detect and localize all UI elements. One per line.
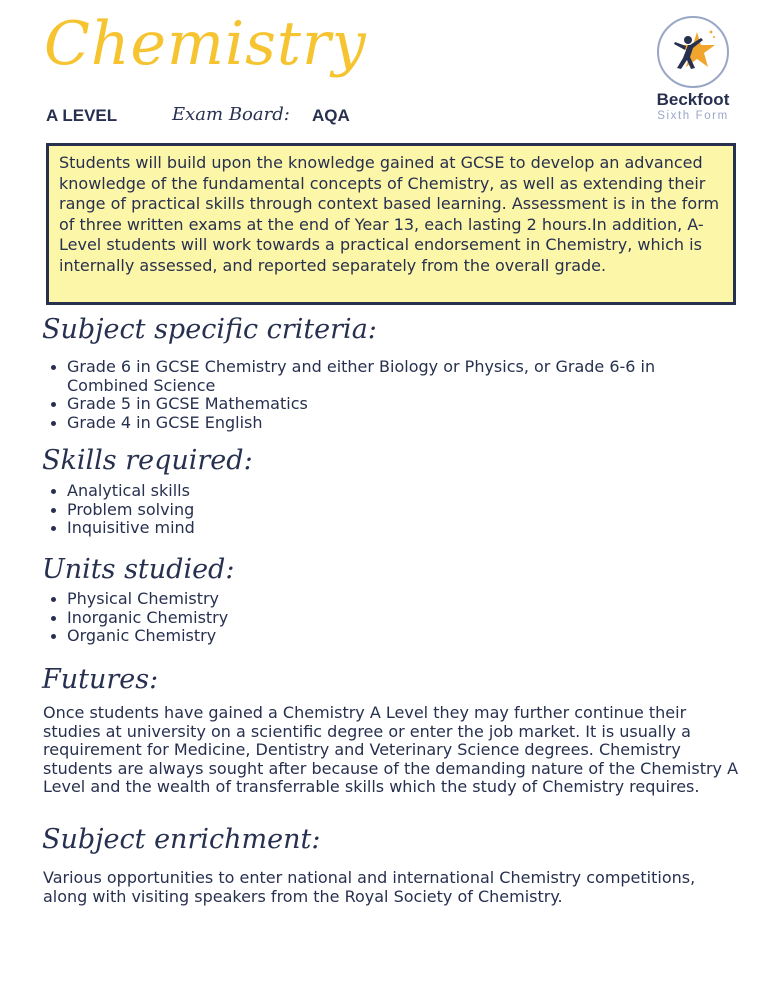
list-item: Grade 4 in GCSE English (47, 414, 727, 433)
units-list (47, 590, 228, 646)
logo-subtitle: Sixth Form (657, 110, 729, 122)
list-item: Physical Chemistry (47, 590, 228, 609)
futures-text: Once students have gained a Chemistry A Level they may further continue their studies at university on a scientific degree or enter the job market. It is usually a requirement for Medicine, Dentistry and Veterinary Science degrees. Chemistry students are always sought after because of the demanding nature of the Chemistry A Level and the wealth of transferrable skills which the study of Chemistry requires. (43, 703, 739, 797)
level-label: A LEVEL (46, 106, 118, 125)
beckfoot-logo (648, 16, 740, 126)
criteria-heading: Subject specific criteria: (42, 314, 377, 345)
list-item: Inquisitive mind (47, 519, 195, 538)
list-item: Grade 5 in GCSE Mathematics (47, 395, 727, 414)
list-item: Inorganic Chemistry (47, 609, 228, 628)
list-item: Organic Chemistry (47, 627, 228, 646)
units-heading: Units studied: (42, 554, 235, 585)
enrichment-heading: Subject enrichment: (42, 824, 321, 855)
skills-list (47, 482, 195, 538)
exam-board-label: Exam Board: (172, 104, 290, 125)
exam-board-value: AQA (312, 106, 350, 125)
logo-ring (657, 16, 729, 88)
list-item: Analytical skills (47, 482, 195, 501)
criteria-list (47, 358, 727, 432)
enrichment-text: Various opportunities to enter national and international Chemistry competitions, along with visiting speakers from the Royal Society of Chemistry. (43, 868, 696, 906)
logo-name: Beckfoot (656, 90, 730, 109)
list-item: Grade 6 in GCSE Chemistry and either Biology or Physics, or Grade 6-6 in Combined Science (47, 358, 727, 395)
skills-heading: Skills required: (42, 445, 253, 476)
futures-heading: Futures: (42, 664, 159, 695)
star-figure-icon (659, 18, 727, 86)
list-item: Problem solving (47, 501, 195, 520)
intro-box: Students will build upon the knowledge gained at GCSE to develop an advanced knowledge of the fundamental concepts of Chemistry, as well as extending their range of practical skills through context based learning. Assessment is in the form of three written exams at the end of Year 13, each lasting 2 hours.In addition, A-Level students will work towards a practical endorsement in Chemistry, which is internally assessed, and reported separately from the overall grade. (46, 143, 736, 305)
page-title: Chemistry (44, 9, 367, 79)
